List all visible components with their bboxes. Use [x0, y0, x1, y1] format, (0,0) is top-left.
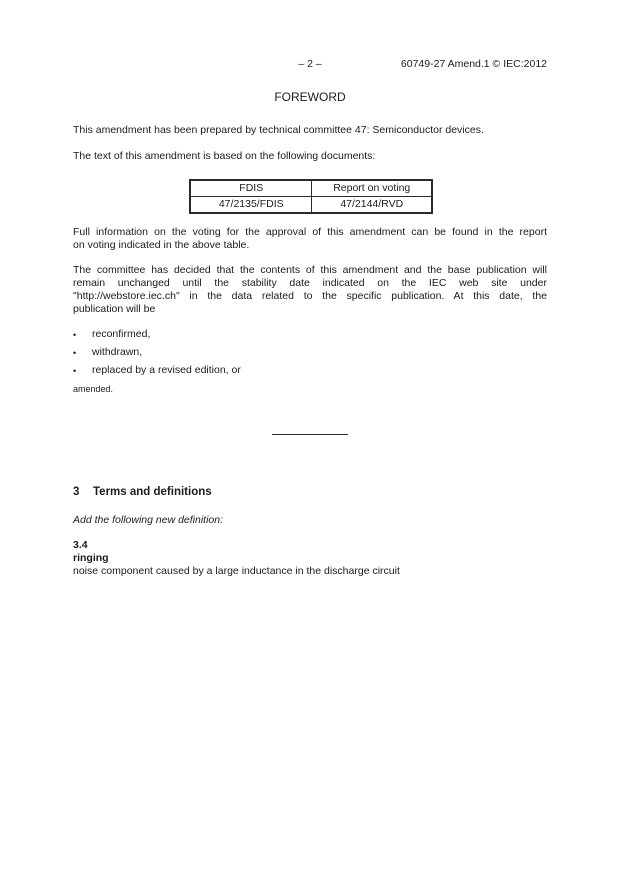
paragraph-line: "http://webstore.iec.ch" in the data related to the specific publication. At this date, the: [73, 290, 547, 302]
table-data-row: [190, 197, 432, 214]
document-reference: 60749-27 Amend.1 © IEC:2012: [400, 58, 547, 70]
bullet-icon: amended.: [73, 384, 114, 394]
table-cell-rvd-value: 47/2144/RVD: [312, 197, 432, 214]
list-item: [73, 328, 547, 342]
section-divider-rule: [272, 434, 348, 435]
table-header-row: [190, 180, 432, 197]
paragraph-based-on-documents: The text of this amendment is based on the following documents:: [73, 150, 376, 162]
table-header-report-on-voting: Report on voting: [312, 180, 432, 197]
paragraph-full-information: [73, 226, 547, 252]
publication-status-list: [73, 328, 547, 400]
paragraph-line: The committee has decided that the contents of this amendment and the base publication will: [73, 264, 547, 276]
term-definition-block: [73, 539, 547, 578]
term-number: 3.4: [73, 539, 88, 551]
list-item-label: replaced by a revised edition, or: [92, 364, 241, 376]
edit-instruction: Add the following new definition:: [73, 514, 224, 526]
bullet-icon: •: [73, 330, 77, 340]
list-item: [73, 364, 547, 378]
list-item-label: withdrawn,: [92, 346, 143, 358]
list-item-label: reconfirmed,: [92, 328, 151, 340]
term-name: ringing: [73, 552, 109, 564]
section-title: Terms and definitions: [93, 486, 212, 498]
bullet-icon: •: [73, 348, 77, 358]
paragraph-line: on voting indicated in the above table.: [73, 239, 250, 251]
section-heading: [73, 485, 547, 499]
paragraph-prepared-by: This amendment has been prepared by technical committee 47: Semiconductor devices.: [73, 124, 484, 136]
paragraph-line: remain unchanged until the stability date indicated on the IEC web site under: [73, 277, 547, 289]
list-item: [73, 382, 547, 396]
list-item: [73, 346, 547, 360]
paragraph-line: Full information on the voting for the approval of this amendment can be found in the report: [73, 226, 547, 238]
bullet-icon: •: [73, 366, 77, 376]
page-header: [73, 58, 547, 71]
section-number: 3: [73, 486, 80, 498]
table-header-fdis: FDIS: [190, 180, 312, 197]
paragraph-line: publication will be: [73, 303, 156, 315]
paragraph-committee-decided: [73, 264, 547, 316]
page-number: – 2 –: [298, 58, 322, 70]
table-cell-fdis-value: 47/2135/FDIS: [190, 197, 312, 214]
foreword-title: FOREWORD: [274, 90, 346, 104]
term-definition: noise component caused by a large inductance in the discharge circuit: [73, 565, 400, 577]
voting-documents-table: [189, 179, 433, 214]
